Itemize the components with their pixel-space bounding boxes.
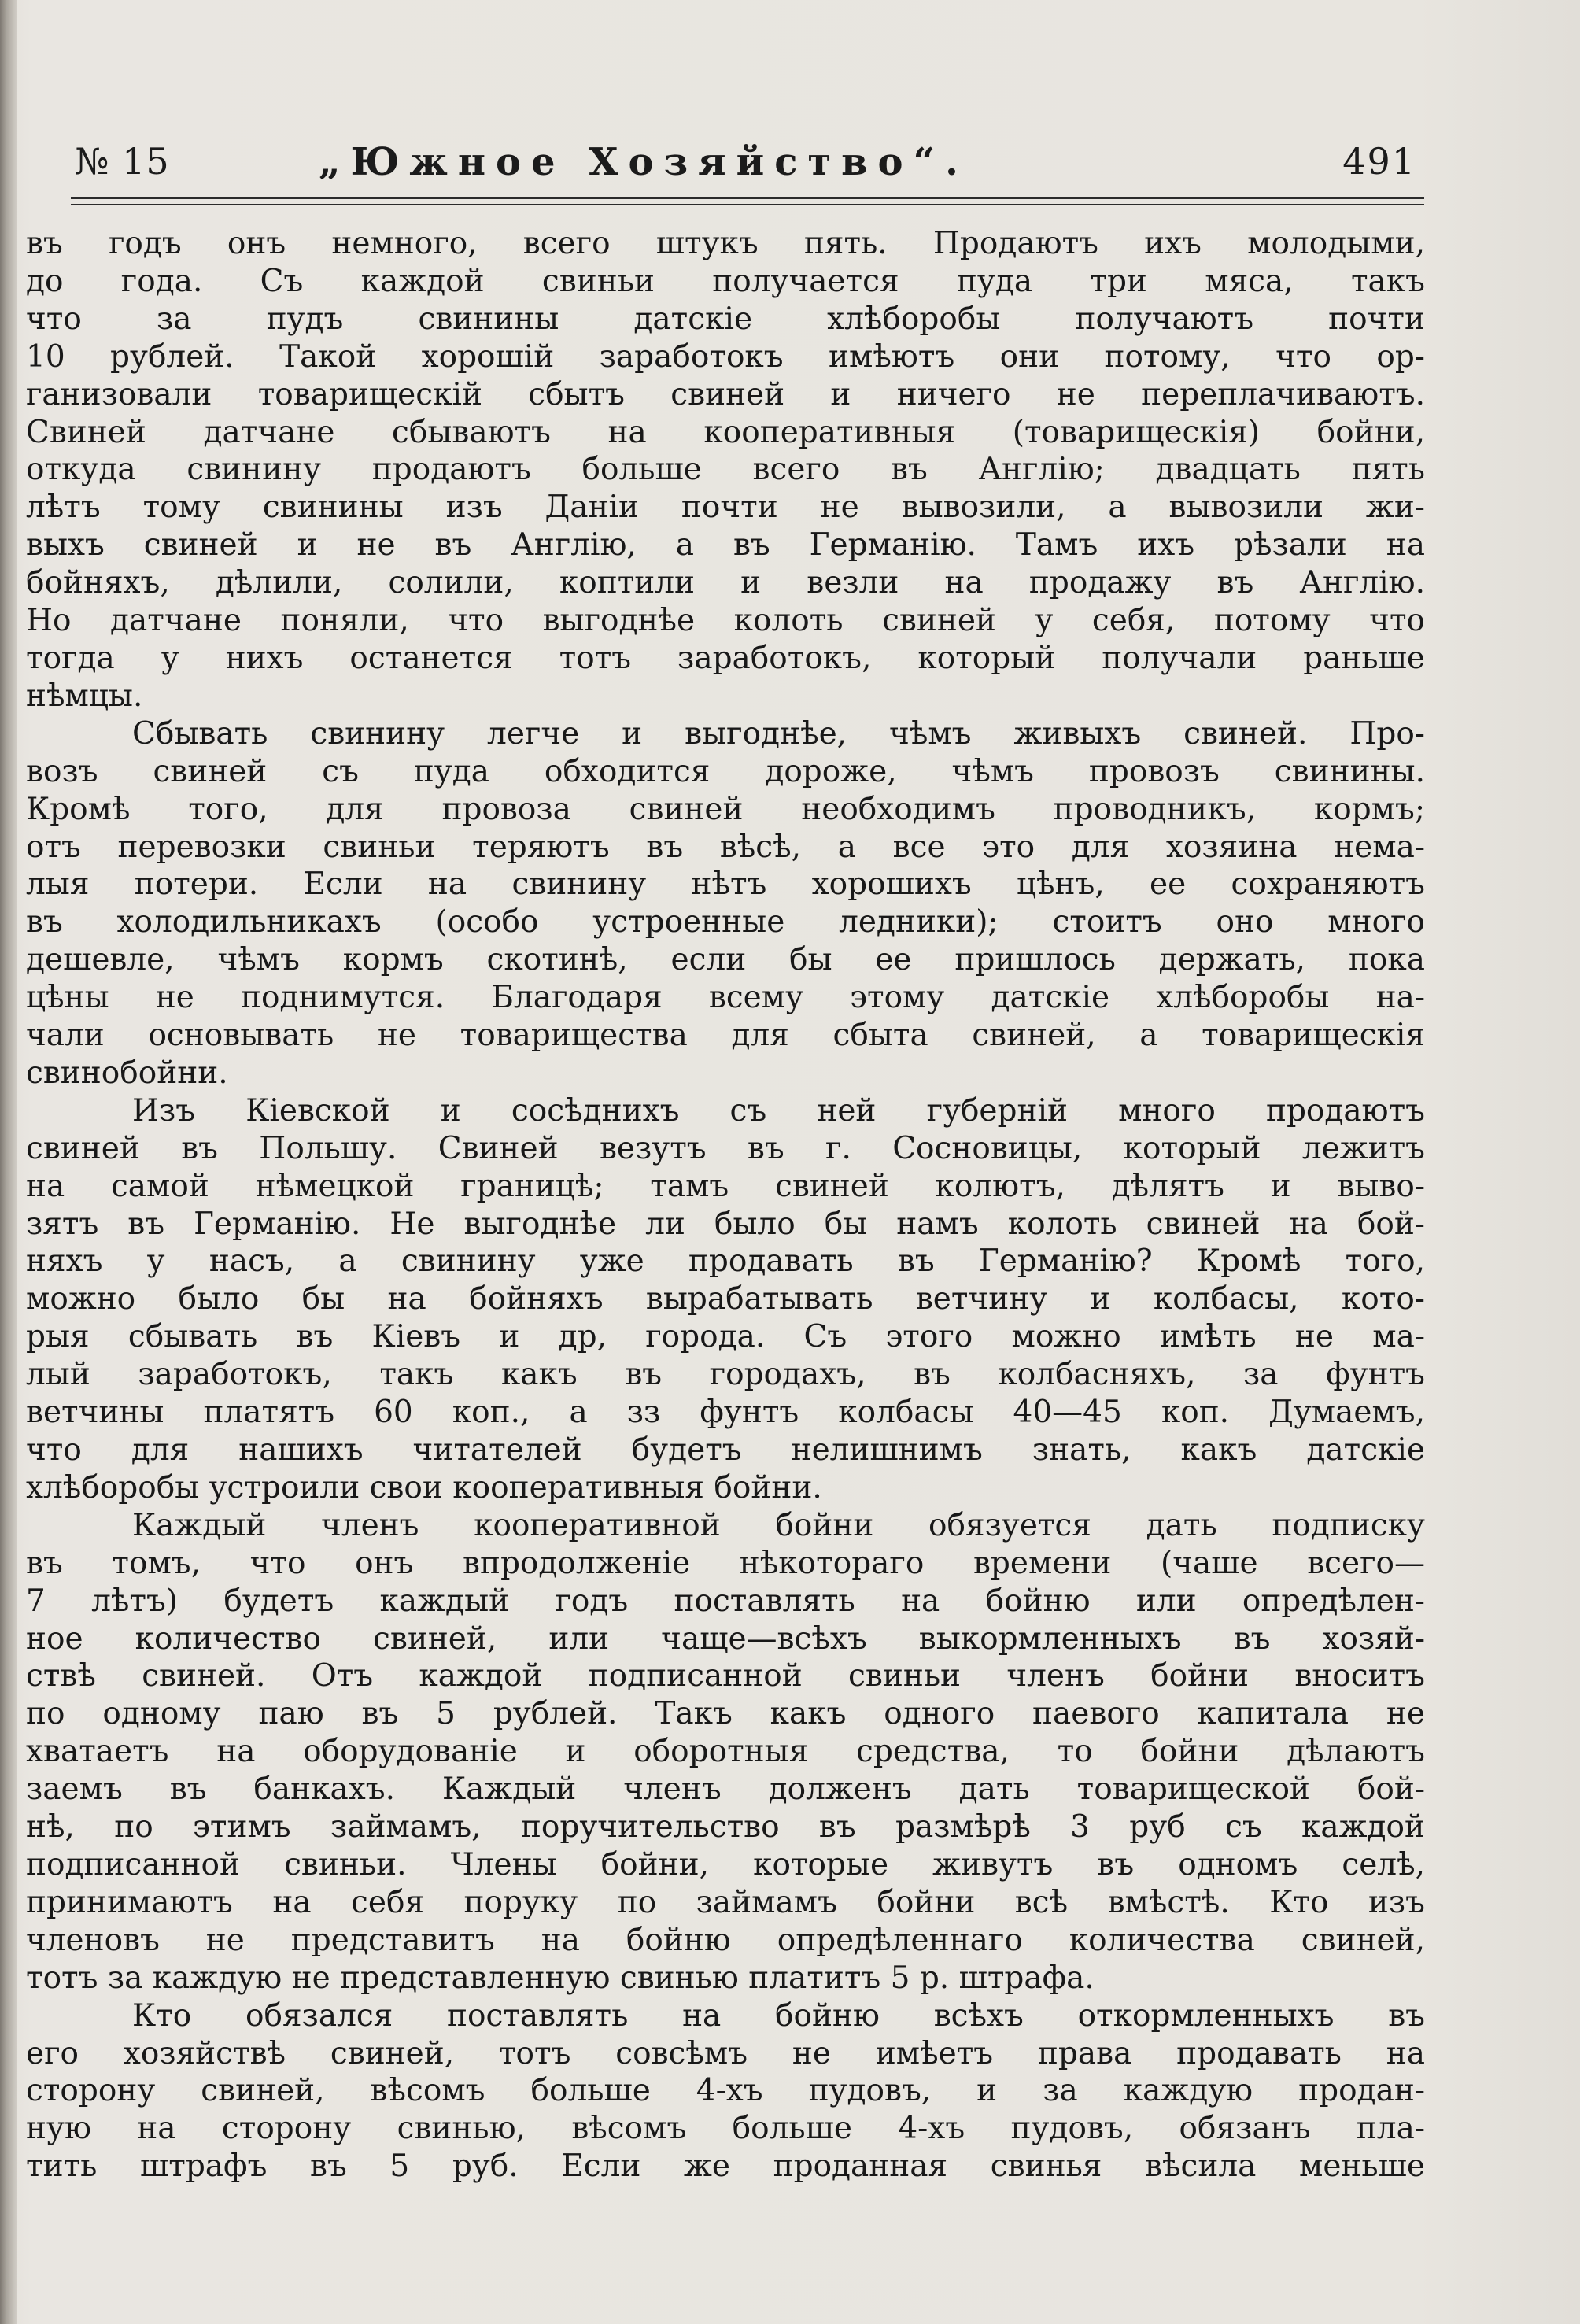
text-line: лый заработокъ, такъ какъ въ городахъ, въ колбасняхъ, за фунтъ — [26, 1357, 1425, 1393]
paragraph-3 — [26, 1092, 1425, 1507]
text-line: выхъ свиней и не въ Англію, а въ Германію. Тамъ ихъ рѣзали на — [26, 527, 1425, 563]
header-rule-top — [71, 197, 1424, 199]
paragraph-4 — [26, 1507, 1425, 1997]
text-line: свинобойни. — [26, 1055, 228, 1091]
text-line: зятъ въ Германію. Не выгоднѣе ли было бы намъ колоть свиней на бой- — [26, 1206, 1425, 1242]
issue-number: № 15 — [75, 140, 170, 183]
text-line: въ томъ, что онъ впродолженіе нѣкотораго времени (чаше всего— — [26, 1545, 1425, 1581]
text-line: откуда свинину продаютъ больше всего въ Англію; двадцать пять — [26, 452, 1425, 488]
text-line: рыя сбывать въ Кіевъ и др, города. Съ этого можно имѣть не ма- — [26, 1319, 1425, 1355]
text-line: бойняхъ, дѣлили, солили, коптили и везли на продажу въ Англію. — [26, 565, 1425, 601]
text-line: Свиней датчане сбываютъ на кооперативныя (товарищескія) бойни, — [26, 414, 1425, 450]
text-line: ную на сторону свинью, вѣсомъ больше 4-хъ пудовъ, обязанъ пла- — [26, 2111, 1425, 2147]
text-line: въ холодильникахъ (особо устроенные ледники); стоитъ оно много — [26, 904, 1425, 940]
text-line: лыя потери. Если на свинину нѣтъ хорошихъ цѣнъ, ее сохраняютъ — [26, 866, 1425, 903]
text-line: по одному паю въ 5 рублей. Такъ какъ одного паевого капитала не — [26, 1696, 1425, 1732]
text-line: 10 рублей. Такой хорошій заработокъ имѣютъ они потому, что ор- — [26, 338, 1425, 375]
text-line: можно было бы на бойняхъ вырабатывать ветчину и колбасы, кото- — [26, 1281, 1425, 1317]
journal-title: „Южное Хозяйство“. — [319, 140, 969, 184]
text-line: нѣ, по этимъ займамъ, поручительство въ размѣрѣ 3 руб съ каждой — [26, 1809, 1425, 1846]
paragraph-1 — [26, 225, 1425, 715]
text-line: до года. Съ каждой свиньи получается пуда три мяса, такъ — [26, 263, 1425, 299]
text-line: въ годъ онъ немного, всего штукъ пять. Продаютъ ихъ молодыми, — [26, 226, 1425, 261]
text-line: ветчины платятъ 60 коп., а зз фунтъ колбасы 40—45 коп. Думаемъ, — [26, 1395, 1425, 1431]
text-line: что для нашихъ читателей будетъ нелишнимъ знать, какъ датскіе — [26, 1432, 1425, 1468]
text-line: чали основывать не товарищества для сбыта свиней, а товарищескія — [26, 1018, 1425, 1054]
text-line: принимаютъ на себя поруку по займамъ бойни всѣ вмѣстѣ. Кто изъ — [26, 1884, 1425, 1920]
text-line: его хозяйствѣ свиней, тотъ совсѣмъ не имѣетъ права продавать на — [26, 2035, 1425, 2071]
text-line: на самой нѣмецкой границѣ; тамъ свиней колютъ, дѣлятъ и выво- — [26, 1168, 1425, 1204]
paragraph-5 — [26, 1997, 1425, 2186]
article-text — [26, 225, 1425, 2185]
text-line: лѣтъ тому свинины изъ Даніи почти не вывозили, а вывозили жи- — [26, 490, 1425, 526]
text-line: Каждый членъ кооперативной бойни обязуется дать подписку — [132, 1507, 1425, 1543]
page-binding-edge — [0, 0, 17, 2324]
text-line: отъ перевозки свиньи теряютъ въ вѣсѣ, а все это для хозяина нема- — [26, 829, 1425, 865]
text-line: заемъ въ банкахъ. Каждый членъ долженъ дать товарищеской бой- — [26, 1772, 1425, 1808]
text-line: 7 лѣтъ) будетъ каждый годъ поставлять на бойню или опредѣлен- — [26, 1583, 1425, 1619]
text-line: хлѣборобы устроили свои кооперативныя бойни. — [26, 1469, 822, 1506]
text-line: тить штрафъ въ 5 руб. Если же проданная свинья вѣсила меньше — [26, 2148, 1425, 2185]
text-line: Сбывать свинину легче и выгоднѣе, чѣмъ живыхъ свиней. Про- — [132, 715, 1425, 752]
text-line: что за пудъ свинины датскіе хлѣборобы получаютъ почти — [26, 301, 1425, 337]
text-line: ствѣ свиней. Отъ каждой подписанной свиньи членъ бойни вноситъ — [26, 1658, 1425, 1694]
text-line: Изъ Кіевской и сосѣднихъ съ ней губерній много продаютъ — [132, 1092, 1425, 1129]
text-line: ное количество свиней, или чаще—всѣхъ выкормленныхъ въ хозяй- — [26, 1620, 1425, 1657]
page-number: 491 — [1342, 140, 1416, 183]
text-line: тогда у нихъ останется тотъ заработокъ, который получали раньше — [26, 640, 1425, 676]
text-line: свиней въ Польшу. Свиней везутъ въ г. Сосновицы, который лежитъ — [26, 1130, 1425, 1166]
paragraph-2 — [26, 715, 1425, 1092]
text-line: Кромѣ того, для провоза свиней необходимъ проводникъ, кормъ; — [26, 791, 1425, 827]
text-line: тотъ за каждую не представленную свинью платитъ 5 р. штрафа. — [26, 1960, 1095, 1996]
text-line: возъ свиней съ пуда обходится дороже, чѣмъ провозъ свинины. — [26, 753, 1425, 789]
text-line: Но датчане поняли, что выгоднѣе колоть свиней у себя, потому что — [26, 603, 1425, 639]
text-line: Кто обязался поставлять на бойню всѣхъ откормленныхъ въ — [132, 1997, 1425, 2034]
header-rule-bottom — [71, 204, 1424, 205]
text-line: сторону свиней, вѣсомъ больше 4-хъ пудовъ, и за каждую продан- — [26, 2073, 1425, 2109]
text-line: дешевле, чѣмъ кормъ скотинѣ, если бы ее пришлось держать, пока — [26, 942, 1425, 978]
text-line: цѣны не поднимутся. Благодаря всему этому датскіе хлѣборобы на- — [26, 980, 1425, 1016]
text-line: членовъ не представитъ на бойню опредѣленнаго количества свиней, — [26, 1922, 1425, 1958]
text-line: подписанной свиньи. Члены бойни, которые живутъ въ одномъ селѣ, — [26, 1846, 1425, 1882]
page-header — [75, 140, 1416, 195]
text-line: нѣмцы. — [26, 678, 143, 714]
text-line: няхъ у насъ, а свинину уже продавать въ Германію? Кромѣ того, — [26, 1243, 1425, 1280]
text-line: хватаетъ на оборудованіе и оборотныя средства, то бойни дѣлаютъ — [26, 1734, 1425, 1770]
text-line: ганизовали товарищескій сбытъ свиней и ничего не переплачиваютъ. — [26, 376, 1425, 412]
